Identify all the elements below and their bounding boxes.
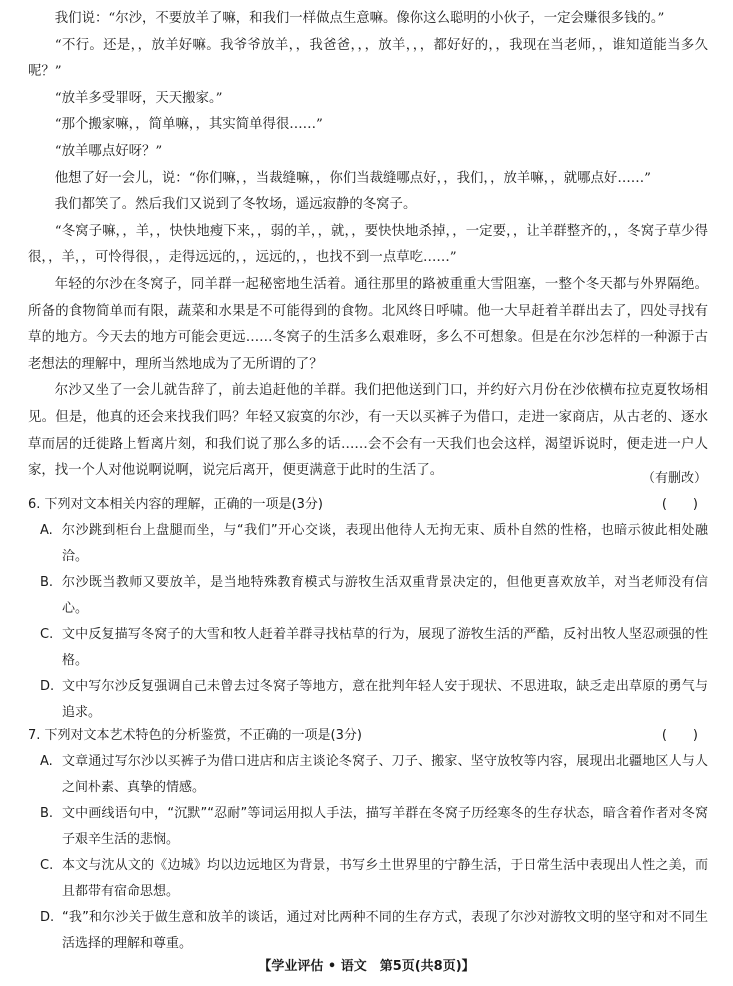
passage-paragraph: “冬窝子嘛，，羊，，快快地瘦下来，，弱的羊，，就，，要快快地杀掉，，一定要，，让羊群整齐的，，冬窝子草少得很，，羊，，可怜得很，，走得远远的，，远远的，，也找不到一点草吃……” [28, 223, 708, 266]
option-a [28, 518, 708, 570]
option-letter: A. [40, 523, 53, 538]
passage-paragraph: 尔沙又坐了一会儿就告辞了，前去追赶他的羊群。我们把他送到门口，并约好六月份在沙依横布拉克夏牧场相见。但是，他真的还会来找我们吗？年轻又寂寞的尔沙，有一天以买裤子为借口，走进一家商店，从古老的、逐水草而居的迁徙路上暂离片刻，和我们说了那么多的话……会不会有一天我们也会这样，渴望诉说时，便走进一户人家，找一个人对他说啊说啊，说完后离开，便更满意于此时的生活了。 [28, 383, 708, 479]
passage-paragraph: “放羊多受罪呀，天天搬家。” [54, 90, 223, 106]
option-text: 本文与沈从文的《边城》均以边远地区为背景，书写乡土世界里的宁静生活，于日常生活中表现出人性之美，而且都带有宿命思想。 [62, 858, 708, 899]
passage-paragraph: “不行。还是，，放羊好嘛。我爷爷放羊，，我爸爸，，，放羊，，，都好好的，，我现在当老师，，谁知道能当多久呢？” [28, 37, 708, 80]
option-text: 文中写尔沙反复强调自己未曾去过冬窝子等地方，意在批判年轻人安于现状、不思进取，缺乏走出草原的勇气与追求。 [62, 679, 708, 720]
option-b [28, 570, 708, 622]
option-letter: A. [40, 754, 53, 769]
question-stem [28, 723, 708, 749]
option-b [28, 801, 708, 853]
question-stem [28, 492, 708, 518]
option-letter: B. [40, 575, 54, 590]
reading-passage [28, 6, 708, 485]
passage-paragraph: 他想了好一会儿，说：“你们嘛，，当裁缝嘛，，你们当裁缝哪点好，，我们，，放羊嘛，，就哪点好……” [54, 170, 651, 186]
passage-paragraph: 我们说：“尔沙，不要放羊了嘛，和我们一样做点生意嘛。像你这么聪明的小伙子，一定会赚很多钱的。” [54, 11, 665, 26]
option-text: 文章通过写尔沙以买裤子为借口进店和店主谈论冬窝子、刀子、搬家、坚守放牧等内容，展现出北疆地区人与人之间朴素、真挚的情感。 [62, 754, 708, 795]
question-6 [28, 492, 708, 726]
option-text: “我”和尔沙关于做生意和放羊的谈话，通过对比两种不同的生存方式，表现了尔沙对游牧文明的坚守和对不同生活选择的理解和尊重。 [62, 910, 708, 951]
option-a [28, 749, 708, 801]
option-d [28, 674, 708, 726]
question-7 [28, 723, 708, 957]
passage-paragraph: 年轻的尔沙在冬窝子，同羊群一起秘密地生活着。通往那里的路被重重大雪阻塞，一整个冬天都与外界隔绝。所备的食物简单而有限，蔬菜和水果是不可能得到的食物。北风终日呼啸。他一大早赶着羊群出去了，四处寻找有草的地方。今天去的地方可能会更远……冬窝子的生活多么艰难呀，多么不可想象。但是在尔沙怎样的一种源于古老想法的理解中，理所当然地成为了无所谓的了？ [28, 276, 708, 372]
page-footer: 【学业评估 • 语文 第5页(共8页)】 [258, 959, 475, 974]
passage-paragraph: “放羊哪点好呀？” [54, 143, 163, 159]
option-d [28, 905, 708, 957]
option-letter: D. [40, 910, 55, 925]
option-letter: C. [40, 858, 54, 873]
option-letter: B. [40, 806, 54, 821]
answer-blank: ( ) [661, 728, 698, 743]
option-text: 文中画线语句中，“沉默”“忍耐”等词运用拟人手法，描写羊群在冬窝子历经寒冬的生存状态，暗含着作者对冬窝子艰辛生活的悲悯。 [62, 806, 708, 847]
option-text: 尔沙既当教师又要放羊，是当地特殊教育模式与游牧生活双重背景决定的，但他更喜欢放羊，对当老师没有信心。 [62, 575, 708, 616]
answer-blank: ( ) [661, 497, 698, 512]
option-text: 尔沙跳到柜台上盘腿而坐，与“我们”开心交谈，表现出他待人无拘无束、质朴自然的性格，也暗示彼此相处融洽。 [62, 523, 708, 564]
option-c [28, 622, 708, 674]
option-letter: C. [40, 627, 54, 642]
option-letter: D. [40, 679, 55, 694]
passage-paragraph: “那个搬家嘛，，简单嘛，，其实简单得很……” [54, 117, 323, 133]
question-stem-text: 7. 下列对文本艺术特色的分析鉴赏，不正确的一项是(3分) [28, 728, 362, 743]
passage-paragraph: 我们都笑了。然后我们又说到了冬牧场，遥远寂静的冬窝子。 [54, 197, 417, 213]
source-note: （有删改） [641, 471, 707, 486]
option-c [28, 853, 708, 905]
question-stem-text: 6. 下列对文本相关内容的理解，正确的一项是(3分) [28, 497, 323, 512]
option-text: 文中反复描写冬窝子的大雪和牧人赶着羊群寻找枯草的行为，展现了游牧生活的严酷，反衬出牧人坚忍顽强的性格。 [62, 627, 708, 668]
